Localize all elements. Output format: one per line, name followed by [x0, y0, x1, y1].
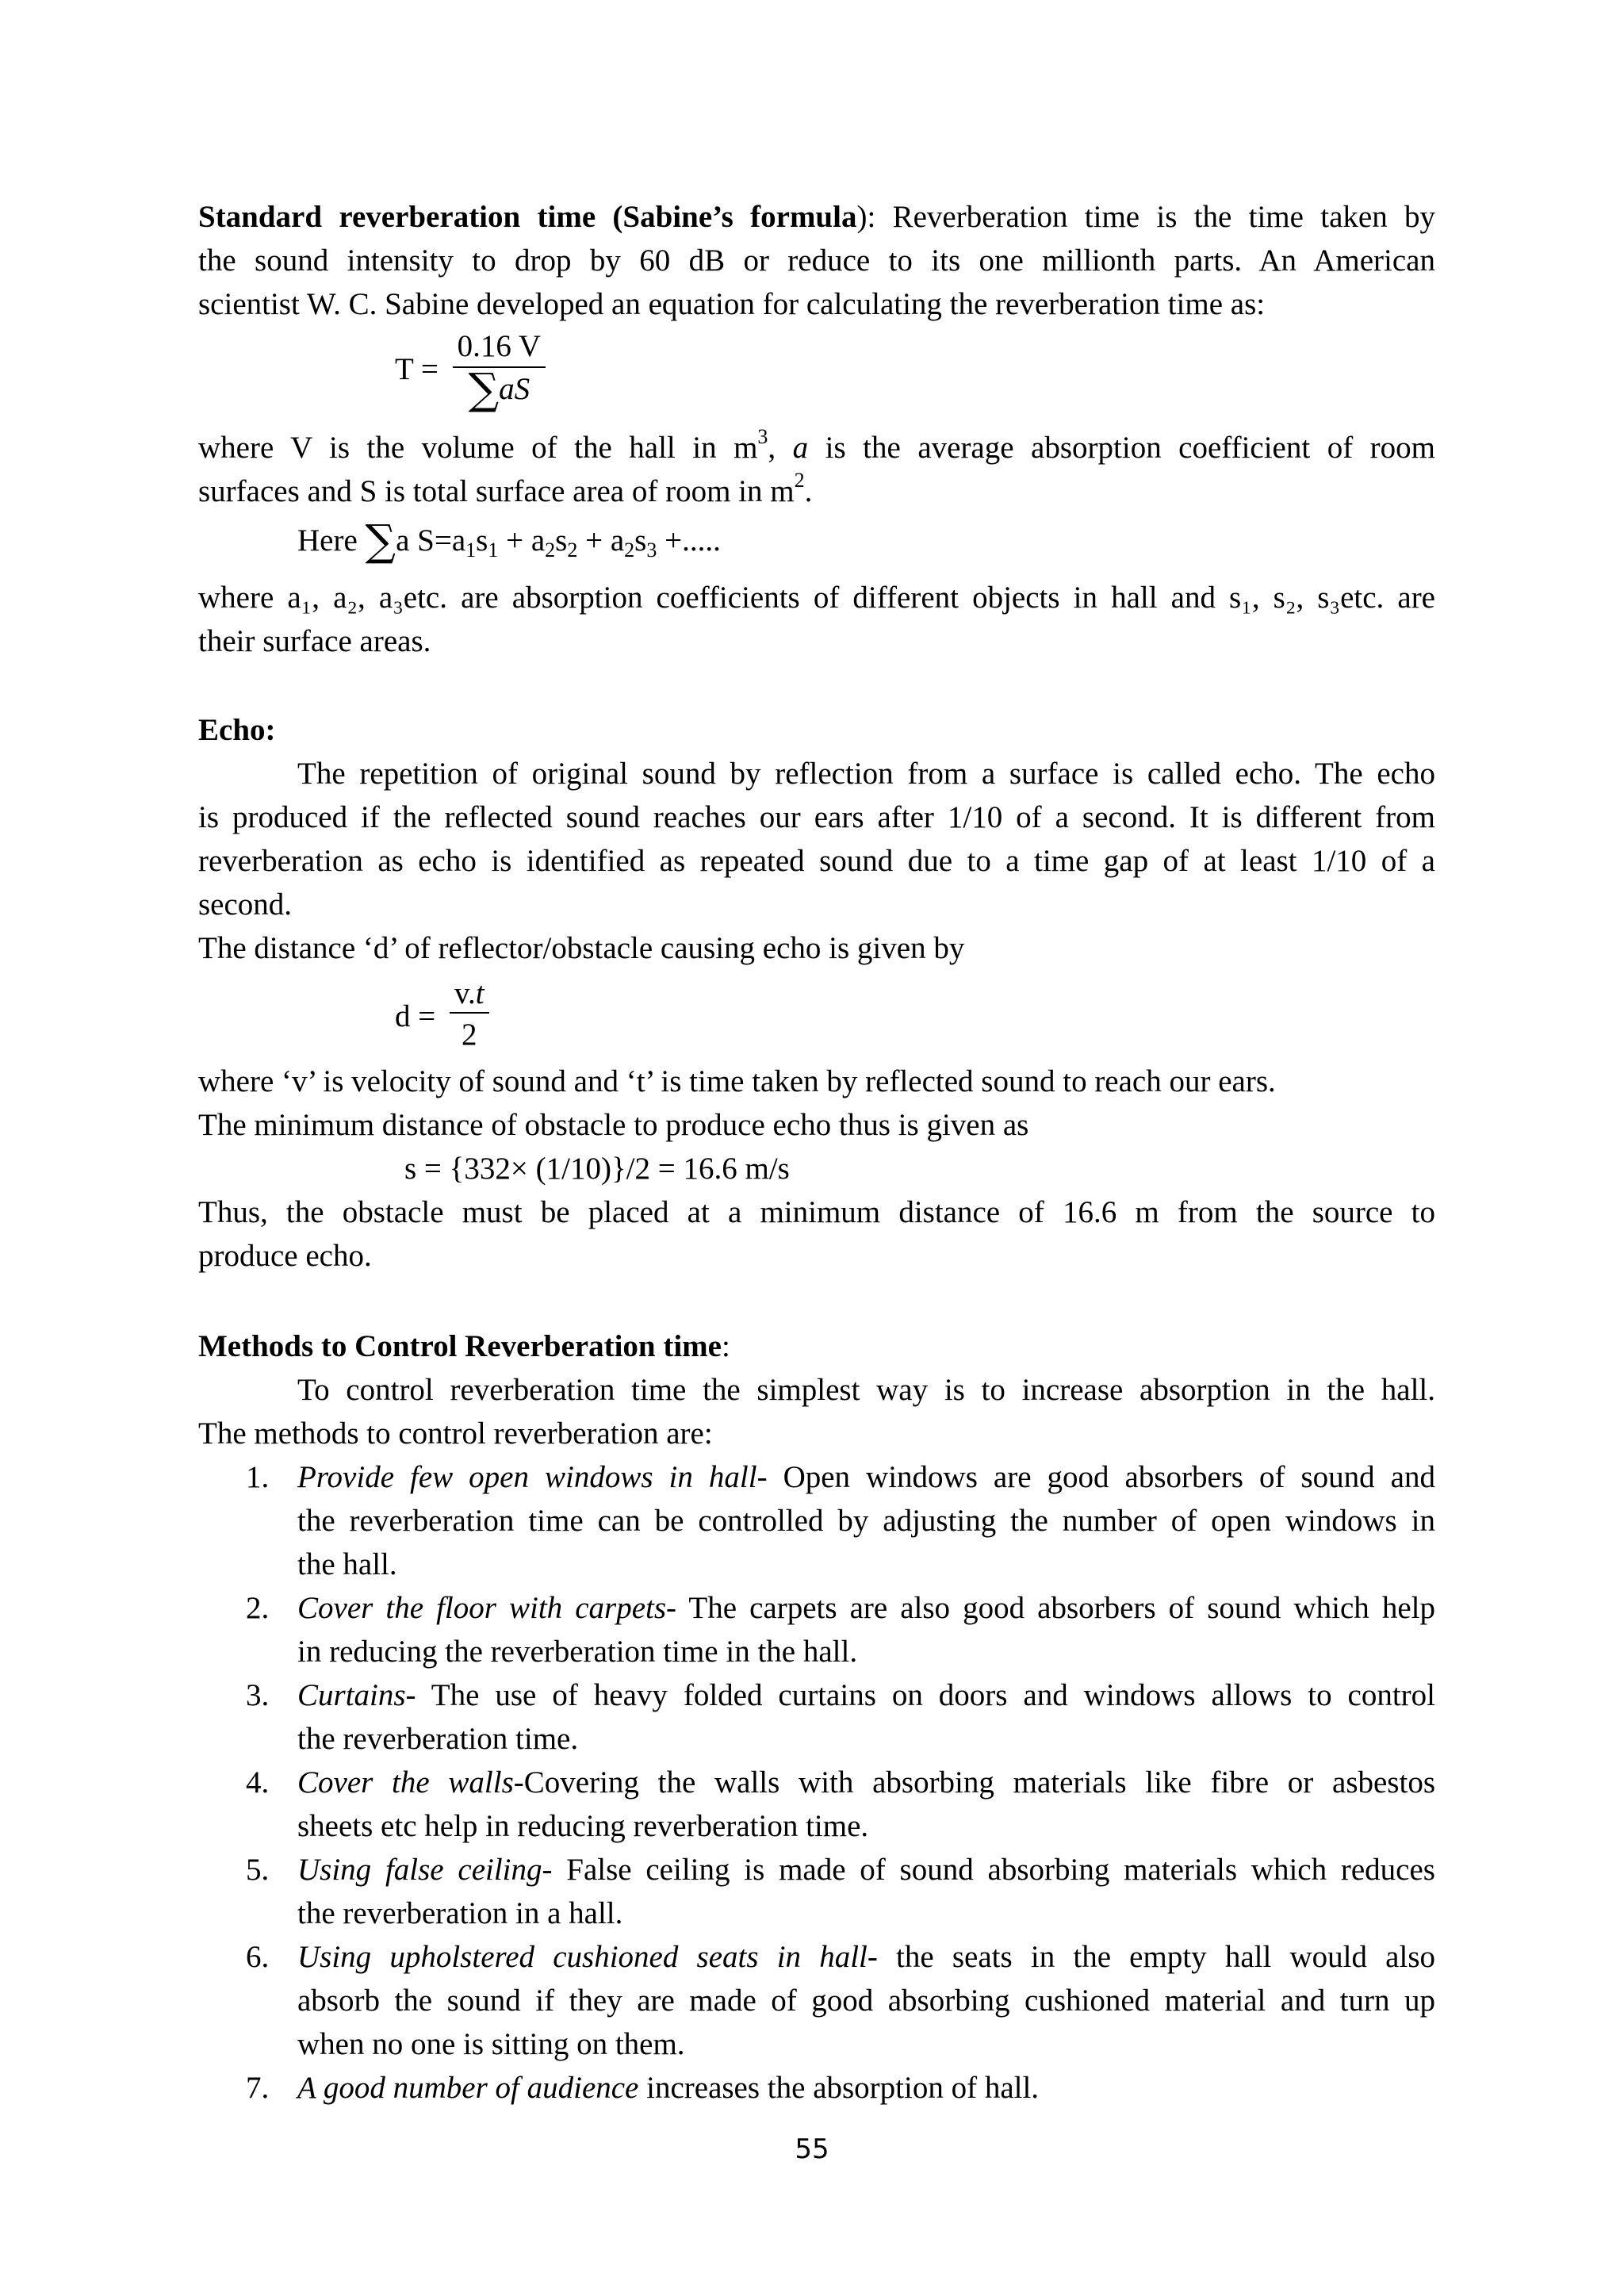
echo-heading: Echo: [198, 713, 276, 747]
echo-section: Echo: The repetition of original sound by reflection from a surface is called echo. The echo is produced if the reflected sound reaches our ears after 1/10 of a second. It is different from reverberation as echo is identified as repeated sound due to a time gap of at least 1/10 of a second. The distance ‘d’ of reflector/obstacle causing echo is given by [198, 713, 1435, 965]
methods-list [198, 1455, 1435, 2110]
coefficients-paragraph: where a₁, a₂, a₃etc. are absorption coefficients of different objects in hall and s₁, s₂, s₃etc. are their surface areas. [198, 581, 1435, 658]
sabine-where-line-1: where V is the volume of the hall in $m^3$, a is the average absorption coefficient of room [198, 425, 1436, 465]
list-item: 5. Using false ceiling- False ceiling is made of sound absorbing materials which reduces the reverberation in a hall. [246, 1853, 1435, 1930]
methods-heading: Methods to Control Reverberation time [198, 1329, 722, 1363]
sabine-where [198, 426, 1435, 513]
sum-formula: Here ∑a $S=a_1s_1 + a_2s_2 + a_2s_3$ +..... [297, 516, 721, 565]
page-number: 55 [795, 2133, 829, 2165]
sabine-line-1: Standard reverberation time (Sabine’s formula): Reverberation time is the time taken by [198, 200, 1435, 234]
list-item: 2. Cover the floor with carpets- The carpets are also good absorbers of sound which help in reducing the reverberation time in the hall. [246, 1591, 1435, 1669]
list-item: 1. Provide few open windows in hall- Open windows are good absorbers of sound and the reverberation time can be controlled by adjusting the number of open windows in the hall. [246, 1460, 1435, 1581]
list-item: 6. Using upholstered cushioned seats in hall- the seats in the empty hall would also absorb the sound if they are made of good absorbing cushioned material and turn up when no one is sitting on them. [246, 1940, 1435, 2061]
list-item: 3. Curtains- The use of heavy folded curtains on doors and windows allows to control the reverberation time. [246, 1678, 1435, 1756]
sabine-heading: Standard reverberation time (Sabine’s formula [198, 200, 857, 234]
sabine-line-2: the sound intensity to drop by 60 dB or reduce to its one millionth parts. An American [198, 243, 1435, 278]
list-item: 4. Cover the walls-Covering the walls with absorbing materials like fibre or asbestos sheets etc help in reducing reverberation time. [246, 1765, 1435, 1843]
echo-formula: d = $\frac{v.t}{2}$ [395, 977, 489, 1055]
sabine-line-3: scientist W. C. Sabine developed an equation for calculating the reverberation time as: [198, 287, 1266, 321]
list-item: 7. A good number of audience increases the absorption of hall. [246, 2071, 1040, 2105]
min-distance-formula: s = {332× (1/10)}/2 = 16.6 m/s [404, 1152, 790, 1186]
methods-section: Methods to Control Reverberation time: To control reverberation time the simplest way is to increase absorption in the hall. The methods to control reverberation are: [198, 1329, 1435, 1451]
sabine-formula: T = $\frac{0.16 V}{\sum aS}$ [395, 328, 546, 409]
echo-details: where ‘v’ is velocity of sound and ‘t’ is time taken by reflected sound to reach our ears. The minimum distance of obstacle to produce echo thus is given as s = {332× (1/10)}/2 = 16.6 m/s Thus, the obstacle must be placed at a minimum distance of 16.6 m from the source to produce echo. [198, 1064, 1435, 1273]
sabine-section [198, 195, 1435, 326]
sabine-where-line-2: surfaces and S is total surface area of room in $m^2$. [198, 469, 813, 508]
